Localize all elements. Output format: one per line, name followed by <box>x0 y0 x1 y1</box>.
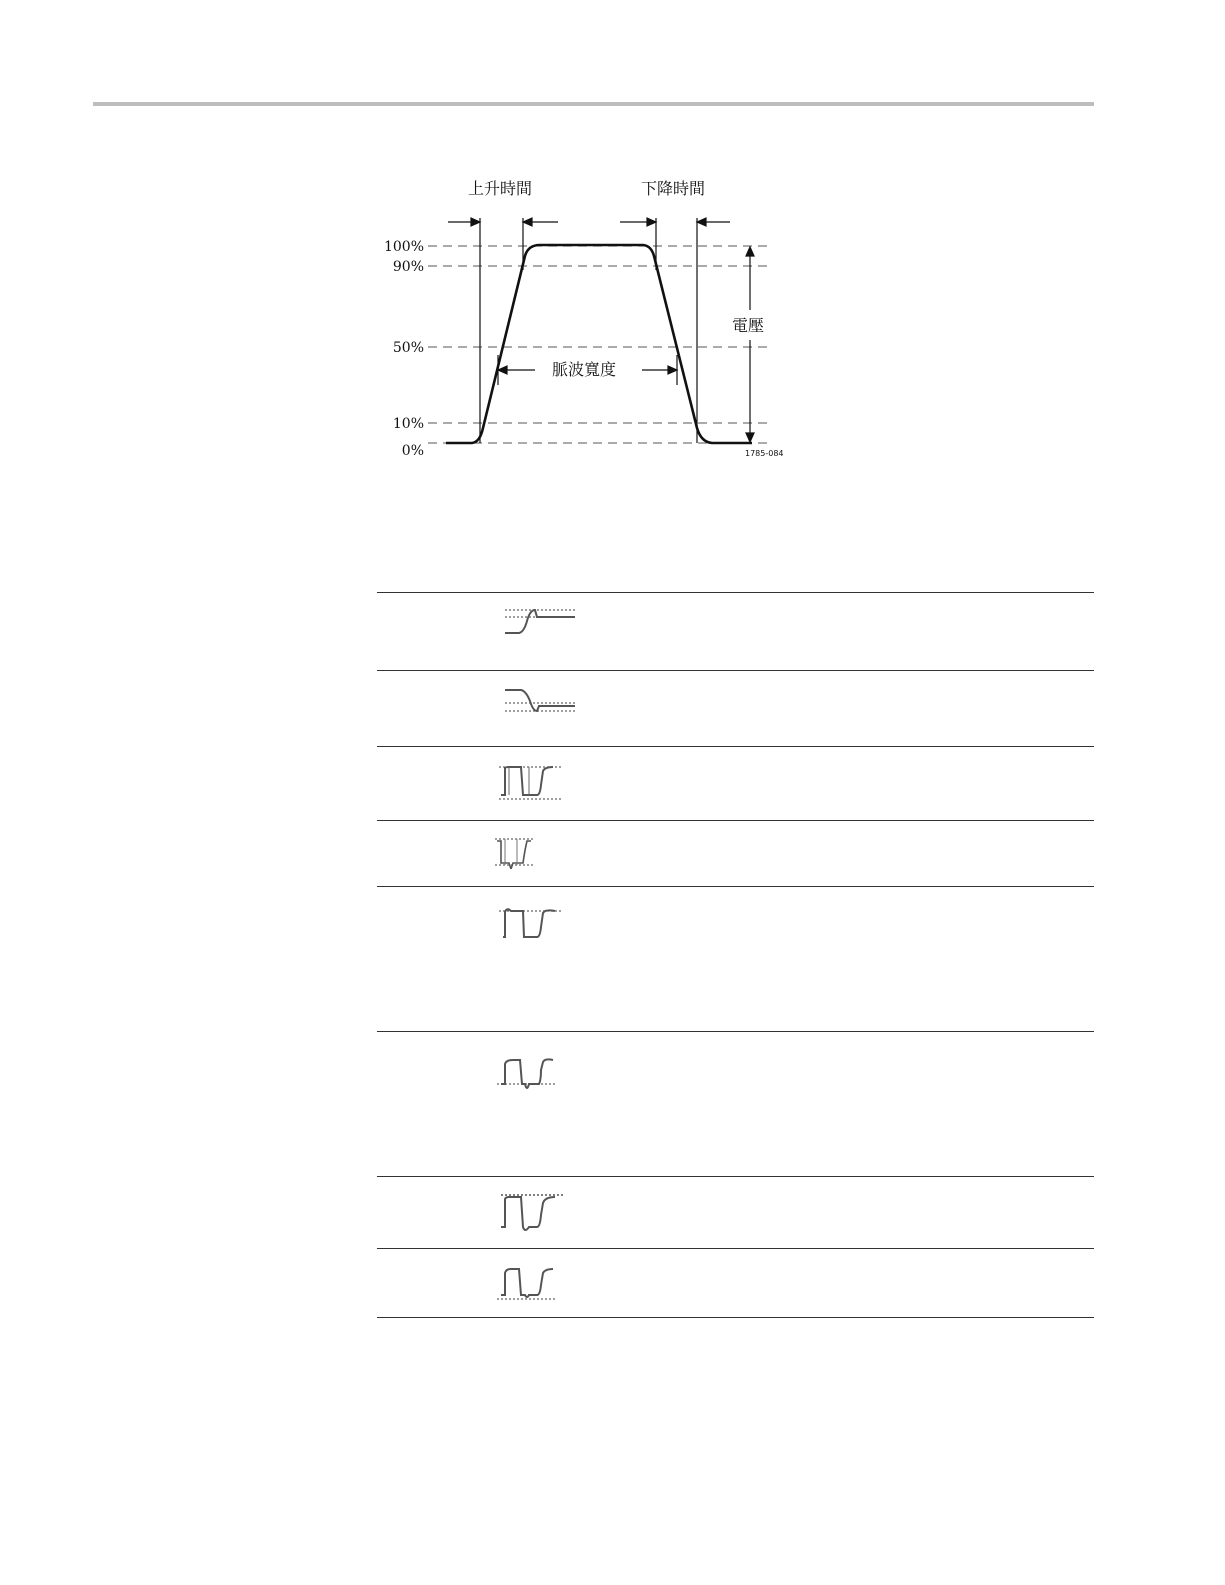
measurement-table <box>377 592 1094 1318</box>
figure-id: 1785-084 <box>745 449 784 458</box>
table-row <box>377 592 1094 670</box>
pulse-waveform <box>446 245 752 443</box>
level-lines <box>428 246 768 443</box>
level-0-label: 0% <box>401 443 424 459</box>
high-level-waveform-icon <box>495 1185 575 1235</box>
fall-time-waveform-icon <box>495 679 575 719</box>
table-row <box>377 670 1094 746</box>
table-row <box>377 886 1094 1031</box>
table-row <box>377 1031 1094 1176</box>
pulse-width-label: 脈波寬度 <box>552 360 617 379</box>
low-level-waveform-icon <box>495 1257 575 1307</box>
level-50-label: 50% <box>392 340 424 356</box>
table-row <box>377 746 1094 820</box>
table-row <box>377 1248 1094 1318</box>
positive-pulse-width-waveform-icon <box>495 755 575 805</box>
positive-overshoot-waveform-icon <box>495 895 575 945</box>
rise-time-label: 上升時間 <box>468 179 533 198</box>
fall-time-label: 下降時間 <box>641 179 706 198</box>
negative-pulse-width-waveform-icon <box>495 829 555 869</box>
rise-time-waveform-icon <box>495 601 575 641</box>
level-10-label: 10% <box>392 416 424 432</box>
level-100-label: 100% <box>383 239 424 255</box>
voltage-label: 電壓 <box>732 316 765 335</box>
pulse-diagram <box>380 170 800 470</box>
table-row <box>377 1176 1094 1248</box>
level-90-label: 90% <box>392 259 424 275</box>
header-rule <box>93 102 1094 106</box>
table-row <box>377 820 1094 886</box>
negative-overshoot-waveform-icon <box>495 1040 575 1100</box>
